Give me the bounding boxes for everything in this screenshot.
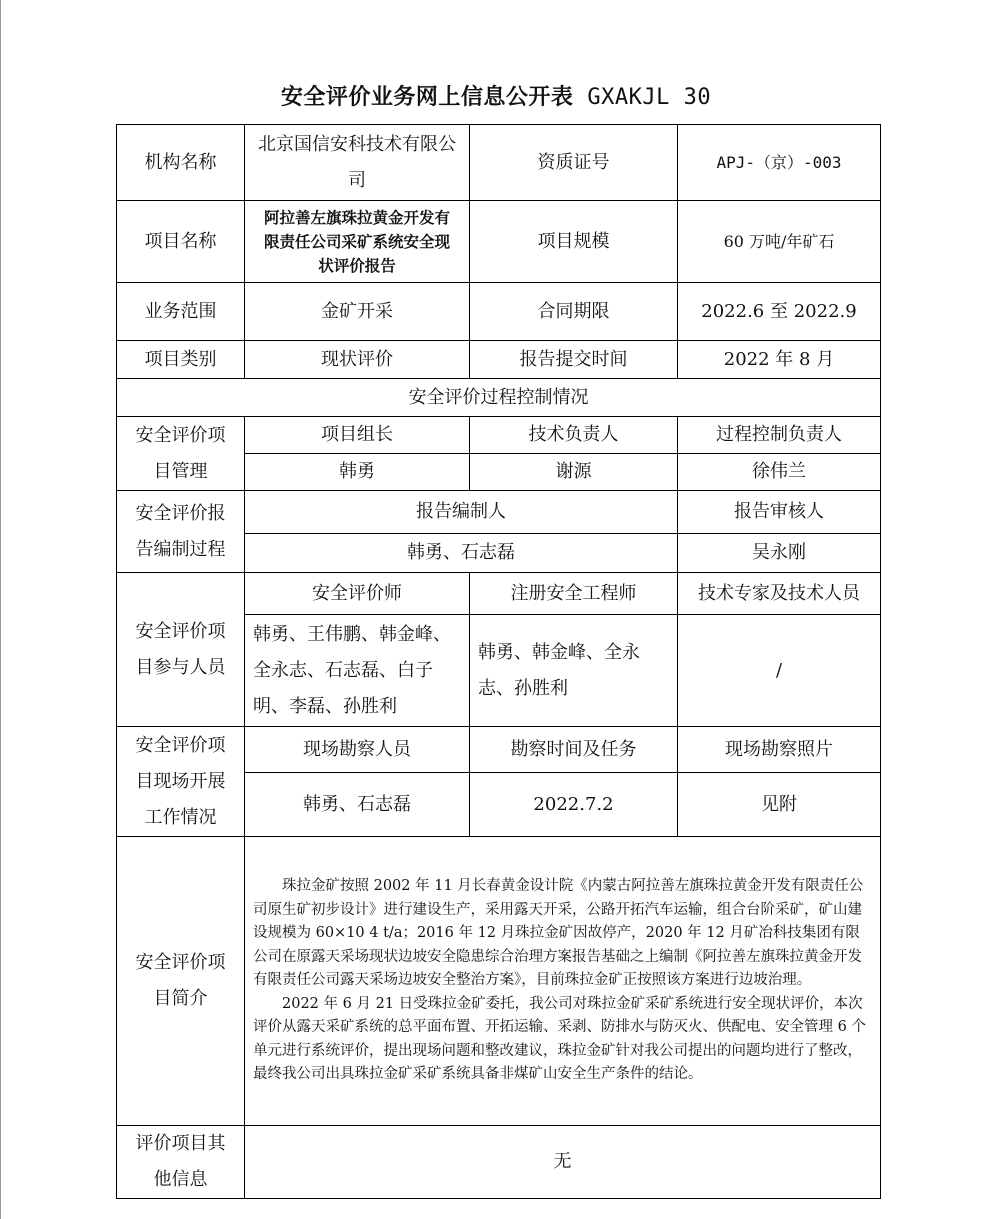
submit-label: 报告提交时间 xyxy=(470,341,678,379)
org-value: 北京国信安科技术有限公司 xyxy=(245,125,470,201)
other-label: 评价项目其他信息 xyxy=(117,1126,245,1199)
compilation-value-reviewer: 吴永刚 xyxy=(678,534,881,573)
management-value-tech: 谢源 xyxy=(470,454,678,491)
contract-label: 合同期限 xyxy=(470,283,678,341)
page-title xyxy=(0,80,992,111)
row-management-headers xyxy=(117,417,881,454)
cert-value: APJ-（京）-003 xyxy=(678,125,881,201)
brief-paragraph-2: 2022 年 6 月 21 日受珠拉金矿委托，我公司对珠拉金矿采矿系统进行安全现状评价，本次评价从露天采矿系统的总平面布置、开拓运输、采剥、防排水与防灭火、供配电、安全管理 6 个单元进行系统评价，提出现场问题和整改建议，珠拉金矿针对我公司提出的问题均进行了整改，最终我公司出具珠拉金矿采矿系统具备非煤矿山安全生产条件的结论。 xyxy=(253,995,866,1083)
participants-value-engineer: 韩勇、韩金峰、全永志、孙胜利 xyxy=(470,615,678,727)
row-scope xyxy=(117,283,881,341)
info-table xyxy=(116,124,881,1199)
fieldwork-header-people: 现场勘察人员 xyxy=(245,727,470,773)
scope-value: 金矿开采 xyxy=(245,283,470,341)
participants-value-experts: / xyxy=(678,615,881,727)
row-fieldwork-headers xyxy=(117,727,881,773)
compilation-label: 安全评价报告编制过程 xyxy=(117,491,245,573)
other-value: 无 xyxy=(245,1126,881,1199)
participants-label: 安全评价项目参与人员 xyxy=(117,573,245,727)
participants-value-evaluator: 韩勇、王伟鹏、韩金峰、全永志、石志磊、白子明、李磊、孙胜利 xyxy=(245,615,470,727)
compilation-value-author: 韩勇、石志磊 xyxy=(245,534,678,573)
management-value-control: 徐伟兰 xyxy=(678,454,881,491)
management-label: 安全评价项目管理 xyxy=(117,417,245,491)
fieldwork-label: 安全评价项目现场开展工作情况 xyxy=(117,727,245,837)
management-header-leader: 项目组长 xyxy=(245,417,470,454)
fieldwork-value-photos: 见附 xyxy=(678,773,881,837)
row-other xyxy=(117,1126,881,1199)
participants-header-evaluator: 安全评价师 xyxy=(245,573,470,615)
org-label: 机构名称 xyxy=(117,125,245,201)
brief-label: 安全评价项目简介 xyxy=(117,837,245,1126)
title-text: 安全评价业务网上信息公开表 xyxy=(280,85,574,110)
fieldwork-value-people: 韩勇、石志磊 xyxy=(245,773,470,837)
row-category xyxy=(117,341,881,379)
management-header-control: 过程控制负责人 xyxy=(678,417,881,454)
row-participants-headers xyxy=(117,573,881,615)
compilation-header-reviewer: 报告审核人 xyxy=(678,491,881,534)
form-code: GXAKJL 30 xyxy=(587,85,712,110)
fieldwork-value-time: 2022.7.2 xyxy=(470,773,678,837)
fieldwork-header-photos: 现场勘察照片 xyxy=(678,727,881,773)
project-value: 阿拉善左旗珠拉黄金开发有限责任公司采矿系统安全现状评价报告 xyxy=(245,201,470,283)
row-compilation-headers xyxy=(117,491,881,534)
management-value-leader: 韩勇 xyxy=(245,454,470,491)
row-process-header xyxy=(117,379,881,417)
scale-value: 60 万吨/年矿石 xyxy=(678,201,881,283)
brief-content xyxy=(245,837,881,1126)
contract-value: 2022.6 至 2022.9 xyxy=(678,283,881,341)
category-label: 项目类别 xyxy=(117,341,245,379)
management-header-tech: 技术负责人 xyxy=(470,417,678,454)
fieldwork-header-time: 勘察时间及任务 xyxy=(470,727,678,773)
row-project xyxy=(117,201,881,283)
row-brief xyxy=(117,837,881,1126)
row-org xyxy=(117,125,881,201)
brief-paragraph-1: 珠拉金矿按照 2002 年 11 月长春黄金设计院《内蒙古阿拉善左旗珠拉黄金开发有限责任公司原生矿初步设计》进行建设生产，采用露天开采，公路开拓汽车运输，组合台阶采矿，矿山建设规模为 60×10 4 t/a；2016 年 12 月珠拉金矿因故停产，2020 年 12 月矿冶科技集团有限公司在原露天采场现状边坡安全隐患综合治理方案报告基础之上编制《阿拉善左旗珠拉黄金开发有限责任公司露天采场边坡安全整治方案》，目前珠拉金矿正按照该方案进行边坡治理。 xyxy=(253,878,864,989)
project-label: 项目名称 xyxy=(117,201,245,283)
process-header: 安全评价过程控制情况 xyxy=(117,379,881,417)
participants-header-experts: 技术专家及技术人员 xyxy=(678,573,881,615)
participants-header-engineer: 注册安全工程师 xyxy=(470,573,678,615)
submit-value: 2022 年 8 月 xyxy=(678,341,881,379)
page-left-edge xyxy=(0,0,1,1219)
scope-label: 业务范围 xyxy=(117,283,245,341)
scale-label: 项目规模 xyxy=(470,201,678,283)
cert-label: 资质证号 xyxy=(470,125,678,201)
category-value: 现状评价 xyxy=(245,341,470,379)
compilation-header-author: 报告编制人 xyxy=(245,491,678,534)
